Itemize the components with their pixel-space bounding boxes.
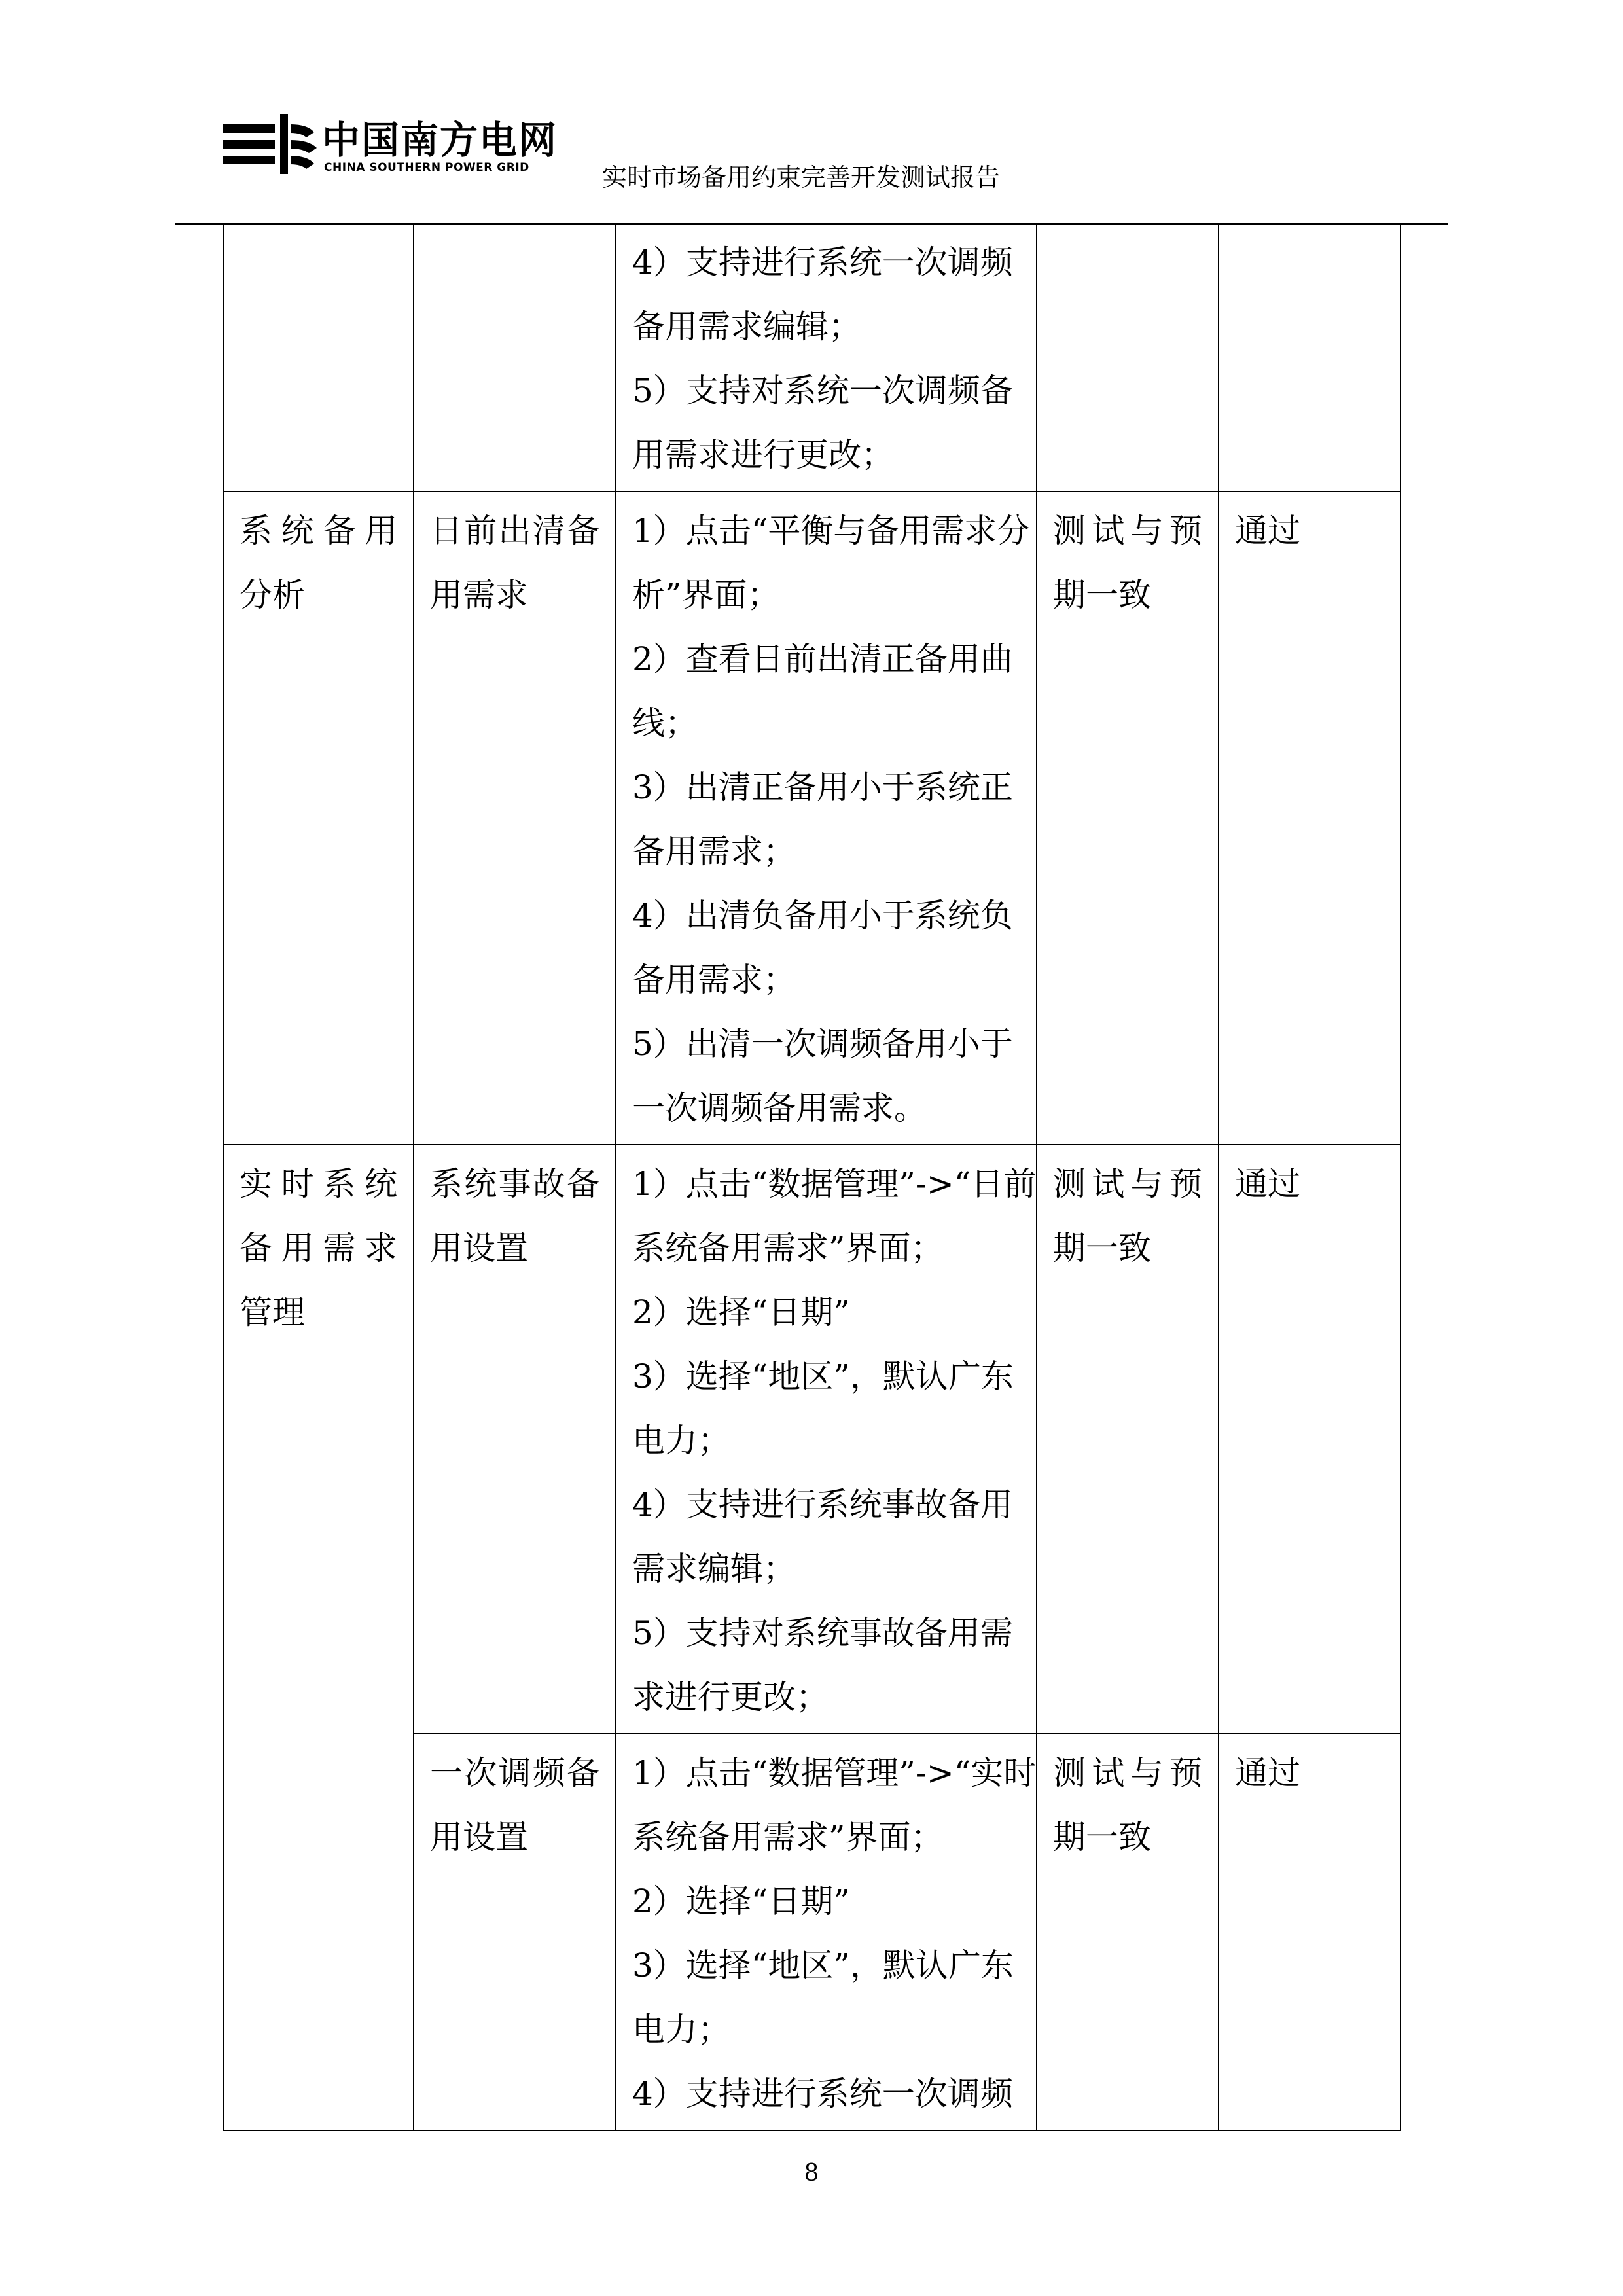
steps-cell-line: 1）点击“数据管理”->“日前 — [632, 1165, 1037, 1203]
table-row — [223, 224, 1400, 492]
module-cell — [223, 224, 414, 492]
result-cell — [1219, 492, 1400, 1145]
table-body — [223, 224, 1400, 2130]
feature-cell — [414, 224, 616, 492]
steps-cell-line: 3）出清正备用小于系统正 — [632, 768, 1013, 806]
feature-cell-line: 系统事故备 — [430, 1165, 599, 1203]
table-row — [223, 492, 1400, 1145]
steps-cell-line: 5）出清一次调频备用小于 — [632, 1025, 1013, 1063]
feature-cell-line: 用需求 — [430, 576, 528, 614]
result-cell-line: 通过 — [1235, 1165, 1300, 1203]
steps-cell-line: 4）支持进行系统一次调频 — [632, 243, 1013, 281]
feature-cell-line: 日前出清备 — [430, 512, 599, 550]
feature-cell — [414, 1145, 616, 1734]
test-results-table — [223, 224, 1401, 2131]
steps-cell-line: 4）出清负备用小于系统负 — [632, 897, 1013, 935]
page-number: 8 — [804, 2160, 819, 2187]
module-cell-line: 备用需求 — [240, 1229, 397, 1267]
module-cell — [223, 1734, 414, 2130]
expected-cell — [1037, 1734, 1219, 2130]
company-logo — [223, 111, 576, 177]
result-cell — [1219, 224, 1400, 492]
steps-cell-line: 1）点击“数据管理”->“实时 — [632, 1754, 1037, 1792]
table-row — [223, 1734, 1400, 2130]
result-cell-line: 通过 — [1235, 512, 1300, 550]
steps-cell-line: 2）选择“日期” — [632, 1293, 850, 1331]
document-title: 实时市场备用约束完善开发测试报告 — [602, 163, 1001, 192]
steps-cell-line: 2）选择“日期” — [632, 1882, 850, 1920]
expected-cell-line: 测试与预 — [1053, 512, 1202, 550]
steps-cell-line: 5）支持对系统一次调频备 — [632, 372, 1013, 410]
steps-cell-line: 一次调频备用需求。 — [632, 1089, 927, 1127]
feature-cell-line: 用设置 — [430, 1229, 528, 1267]
steps-cell — [616, 1734, 1037, 2130]
feature-cell — [414, 492, 616, 1145]
module-cell-line: 分析 — [240, 576, 305, 614]
logo-english-name: CHINA SOUTHERN POWER GRID — [324, 161, 529, 174]
steps-cell-line: 3）选择“地区”，默认广东 — [632, 1946, 1014, 1984]
steps-cell-line: 系统备用需求”界面； — [632, 1818, 944, 1856]
steps-cell — [616, 224, 1037, 492]
steps-cell — [616, 1145, 1037, 1734]
feature-cell — [414, 1734, 616, 2130]
logo-chinese-name: 中国南方电网 — [322, 118, 558, 162]
expected-cell — [1037, 492, 1219, 1145]
steps-cell-line: 5）支持对系统事故备用需 — [632, 1614, 1013, 1652]
steps-cell-line: 备用需求； — [632, 833, 796, 870]
steps-cell-line: 系统备用需求”界面； — [632, 1229, 944, 1267]
module-cell-line: 管理 — [240, 1293, 305, 1331]
steps-cell-line: 用需求进行更改； — [632, 436, 894, 474]
steps-cell-line: 需求编辑； — [632, 1550, 796, 1588]
steps-cell — [616, 492, 1037, 1145]
table-row — [223, 1145, 1400, 1734]
expected-cell-line: 期一致 — [1053, 1818, 1151, 1856]
steps-cell-line: 4）支持进行系统一次调频 — [632, 2075, 1013, 2113]
module-cell-line: 系统备用 — [240, 512, 397, 550]
steps-cell-line: 4）支持进行系统事故备用 — [632, 1486, 1013, 1524]
expected-cell-line: 期一致 — [1053, 576, 1151, 614]
steps-cell-line: 1）点击“平衡与备用需求分 — [632, 512, 1030, 550]
module-cell — [223, 492, 414, 1145]
steps-cell-line: 求进行更改； — [632, 1678, 829, 1716]
result-cell-line: 通过 — [1235, 1754, 1300, 1792]
expected-cell-line: 期一致 — [1053, 1229, 1151, 1267]
result-cell — [1219, 1145, 1400, 1734]
steps-cell-line: 析”界面； — [632, 576, 780, 614]
module-cell — [223, 1145, 414, 1734]
expected-cell-line: 测试与预 — [1053, 1165, 1202, 1203]
feature-cell-line: 用设置 — [430, 1818, 528, 1856]
expected-cell — [1037, 1145, 1219, 1734]
steps-cell-line: 电力； — [632, 2011, 730, 2049]
steps-cell-line: 备用需求； — [632, 961, 796, 999]
result-cell — [1219, 1734, 1400, 2130]
steps-cell-line: 线； — [632, 704, 698, 742]
steps-cell-line: 3）选择“地区”，默认广东 — [632, 1357, 1014, 1395]
module-cell-line: 实时系统 — [240, 1165, 397, 1203]
power-grid-logo-icon — [223, 111, 321, 177]
steps-cell-line: 2）查看日前出清正备用曲 — [632, 640, 1013, 678]
feature-cell-line: 一次调频备 — [430, 1754, 599, 1792]
expected-cell — [1037, 224, 1219, 492]
steps-cell-line: 备用需求编辑； — [632, 308, 861, 346]
steps-cell-line: 电力； — [632, 1422, 730, 1460]
expected-cell-line: 测试与预 — [1053, 1754, 1202, 1792]
